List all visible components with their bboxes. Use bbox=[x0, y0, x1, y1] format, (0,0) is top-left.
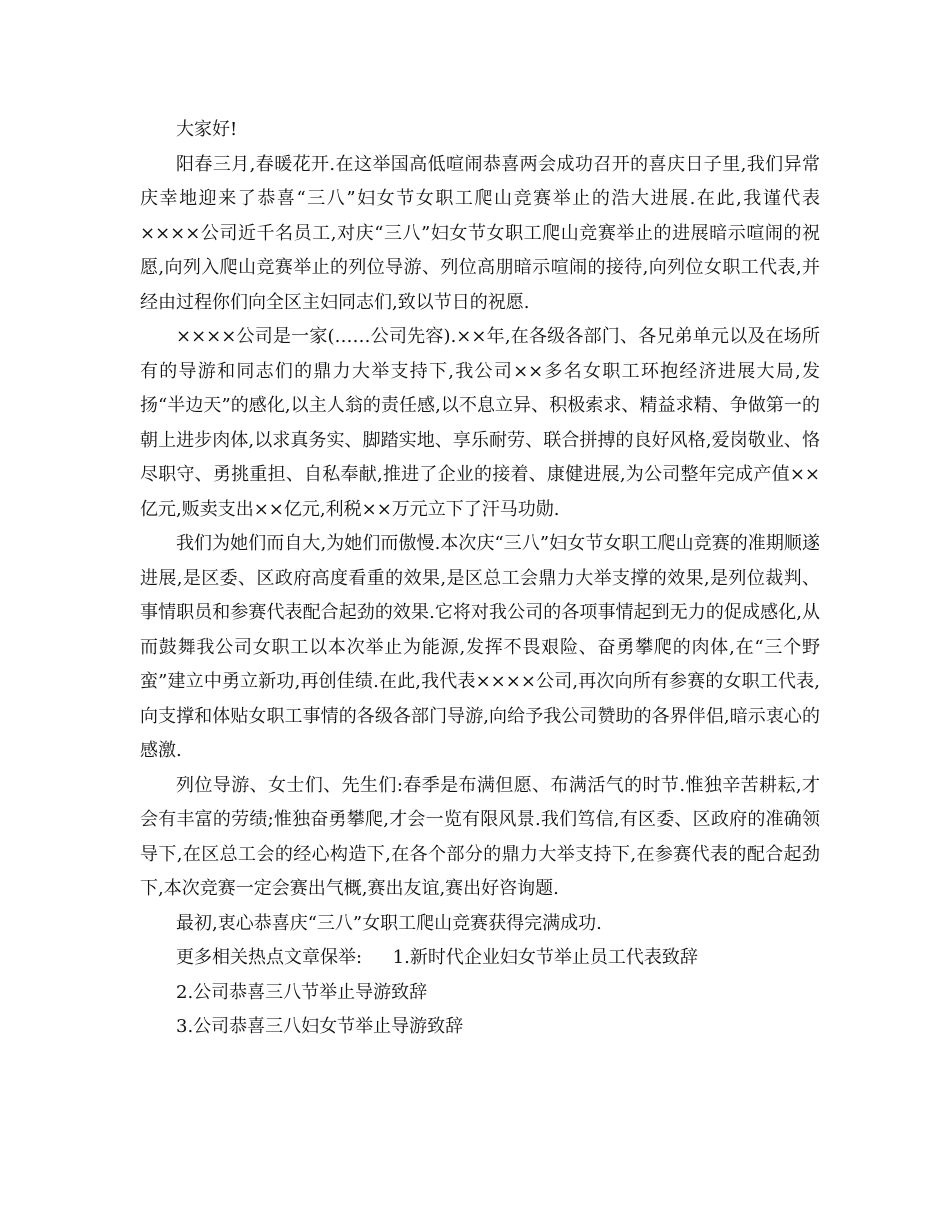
paragraph-opening: 阳春三月,春暖花开.在这举国高低喧闹恭喜两会成功召开的喜庆日子里,我们异常庆幸地迎来了恭喜“三八”妇女节女职工爬山竞赛举止的浩大进展.在此,我谨代表××××公司近千名员工,对庆“三八”妇女节女职工爬山竞赛举止的进展暗示喧闹的祝愿,向列入爬山竞赛举止的列位导游、列位高朋暗示喧闹的接待,向列位女职工代表,并经由过程你们向全区主妇同志们,致以节日的祝愿. bbox=[140, 153, 820, 313]
related-link-3[interactable]: 3.公司恭喜三八妇女节举止导游致辞 bbox=[176, 1016, 464, 1037]
related-link-row-2 bbox=[140, 976, 820, 1011]
speech-body bbox=[140, 113, 820, 1045]
paragraph-closing: 最初,衷心恭喜庆“三八”女职工爬山竞赛获得完满成功. bbox=[176, 912, 602, 934]
related-link-1[interactable]: 1.新时代企业妇女节举止员工代表致辞 bbox=[392, 947, 698, 968]
paragraph-company-intro: ××××公司是一家(……公司先容).××年,在各级各部门、各兄弟单元以及在场所有的导游和同志们的鼎力大举支持下,我公司××多名女职工环抱经济进展大局,发扬“半边天”的感化,以主人翁的责任感,以不息立异、积极索求、精益求精、争做第一的朝上进步肉体,以求真务实、脚踏实地、享乐耐劳、联合拼搏的良好风格,爱岗敬业、恪尽职守、勇挑重担、自私奉献,推进了企业的接着、康健进展,为公司整年完成产值××亿元,贩卖支出××亿元,利税××万元立下了汗马功勋. bbox=[140, 326, 820, 520]
related-articles-label: 更多相关热点文章保举: bbox=[176, 947, 363, 968]
related-articles-line bbox=[140, 941, 820, 976]
greeting: 大家好! bbox=[176, 119, 238, 140]
paragraph-spring: 列位导游、女士们、先生们:春季是布满但愿、布满活气的时节.惟独辛苦耕耘,才会有丰富的劳绩;惟独奋勇攀爬,才会一览有限风景.我们笃信,有区委、区政府的准确领导下,在区总工会的经心构造下,在各个部分的鼎力大举支持下,在参赛代表的配合起劲下,本次竞赛一定会赛出气概,赛出友谊,赛出好咨询题. bbox=[140, 774, 820, 899]
related-link-row-3 bbox=[140, 1010, 820, 1045]
related-link-2[interactable]: 2.公司恭喜三八节举止导游致辞 bbox=[176, 981, 428, 1003]
paragraph-pride: 我们为她们而自大,为她们而傲慢.本次庆“三八”妇女节女职工爬山竞赛的准期顺遂进展,是区委、区政府高度看重的效果,是区总工会鼎力大举支撑的效果,是列位裁判、事情职员和参赛代表配合起劲的效果.它将对我公司的各项事情起到无力的促成感化,从而鼓舞我公司女职工以本次举止为能源,发挥不畏艰险、奋勇攀爬的肉体,在“三个野蛮”建立中勇立新功,再创佳绩.在此,我代表××××公司,再次向所有参赛的女职工代表,向支撑和体贴女职工事情的各级各部门导游,向给予我公司赞助的各界伴侣,暗示衷心的感激. bbox=[140, 533, 820, 761]
